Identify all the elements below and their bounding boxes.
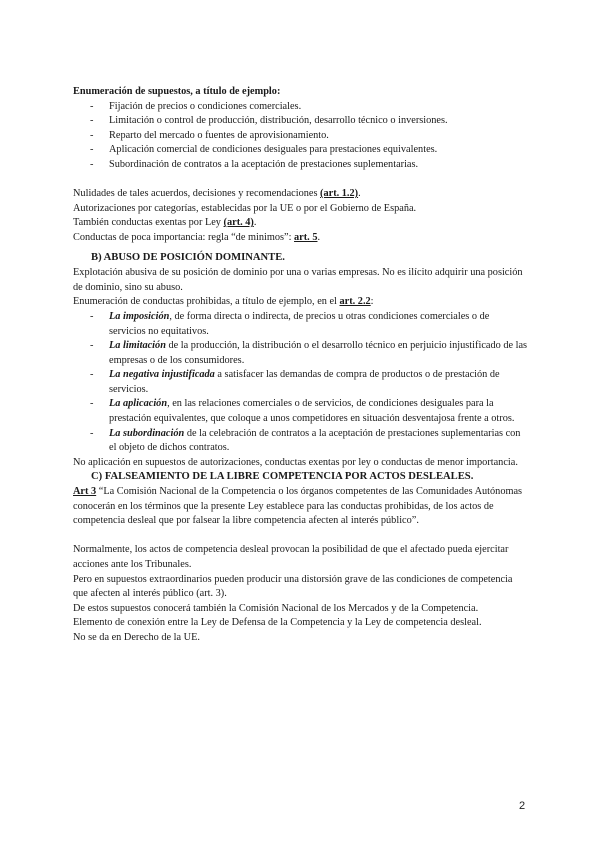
section-b-heading: B) ABUSO DE POSICIÓN DOMINANTE. <box>91 251 285 263</box>
list-item: - La subordinación de la celebración de contratos a la aceptación de prestaciones suplementarias con el objeto de dichos contratos. <box>73 427 528 456</box>
page-number: 2 <box>519 800 526 812</box>
article-reference: art. 5 <box>294 231 318 243</box>
list-item: - La imposición, de forma directa o indirecta, de precios u otras condiciones comerciales o de servicios no equitativos. <box>73 310 528 339</box>
section-c-paragraph: Pero en supuestos extraordinarios pueden producir una distorsión grave de las condiciones de competencia que afecten al interés público (art. 3). <box>73 573 513 600</box>
exentas-paragraph: También conductas exentas por Ley (art. 4). <box>73 217 257 229</box>
list-item: - La limitación de la producción, la distribución o el desarrollo técnico en perjuicio injustificado de las empresas o de los consumidores. <box>73 339 528 368</box>
section-c-paragraph: Normalmente, los actos de competencia desleal provocan la posibilidad de que el afectado pueda ejercitar acciones ante los Tribunales. <box>73 544 509 570</box>
section-c-paragraph: Elemento de conexión entre la Ley de Defensa de la Competencia y la Ley de competencia desleal. <box>73 617 482 629</box>
section-c-paragraph: De estos supuestos conocerá también la Comisión Nacional de los Mercados y de la Competencia. <box>73 602 479 614</box>
nulidades-paragraph: Nulidades de tales acuerdos, decisiones y recomendaciones (art. 1.2). <box>73 188 361 200</box>
list-item: - La aplicación, en las relaciones comerciales o de servicios, de condiciones desiguales para la prestación equivalentes, que coloque a unos competidores en situación desventajosa frente a otros. <box>73 397 528 426</box>
art-3-paragraph: Art 3 “La Comisión Nacional de la Competencia o los órganos competentes de las Comunidades Autónomas conocerán en los términos que la presente Ley establece para las conductas prohibidas, de los actos de competencia desleal que por falsear la libre competencia afecten al interés público”. <box>73 486 523 527</box>
list-item: - Subordinación de contratos a la aceptación de prestaciones suplementarias. <box>73 158 528 173</box>
list-item: - Reparto del mercado o fuentes de aprovisionamiento. <box>73 129 528 144</box>
enumeration-intro: Enumeración de supuestos, a título de ejemplo: <box>73 86 281 97</box>
article-reference: Art 3 <box>73 486 97 498</box>
autorizaciones-paragraph: Autorizaciones por categorías, establecidas por la UE o por el Gobierno de España. <box>73 202 417 214</box>
list-item: - Aplicación comercial de condiciones desiguales para prestaciones equivalentes. <box>73 143 528 158</box>
article-reference: (art. 4) <box>223 217 254 229</box>
list-item: - Fijación de precios o condiciones comerciales. <box>73 100 528 115</box>
article-reference: art. 2.2 <box>339 296 371 308</box>
no-aplicacion-paragraph: No aplicación en supuestos de autorizaciones, conductas exentas por ley o conductas de menor importancia. <box>73 456 518 468</box>
section-c-paragraph: No se da en Derecho de la UE. <box>73 631 200 643</box>
section-c-heading: C) FALSEAMIENTO DE LA LIBRE COMPETENCIA POR ACTOS DESLEALES. <box>91 471 474 483</box>
list-item: - La negativa injustificada a satisfacer las demandas de compra de productos o de prestación de servicios. <box>73 368 528 397</box>
section-b-enumeration: Enumeración de conductas prohibidas, a título de ejemplo, en el art. 2.2: <box>73 296 374 308</box>
section-b-intro: Explotación abusiva de su posición de dominio por una o varias empresas. No es ilícito adquirir una posición de dominio, sino su abuso. <box>73 267 523 293</box>
list-item: - Limitación o control de producción, distribución, desarrollo técnico o inversiones. <box>73 114 528 129</box>
conductas-list <box>73 310 528 456</box>
article-reference: (art. 1.2) <box>320 188 359 200</box>
minimis-paragraph: Conductas de poca importancia: regla “de minimos”: art. 5. <box>73 231 321 243</box>
document-page <box>73 85 528 646</box>
supuestos-list <box>73 100 528 173</box>
